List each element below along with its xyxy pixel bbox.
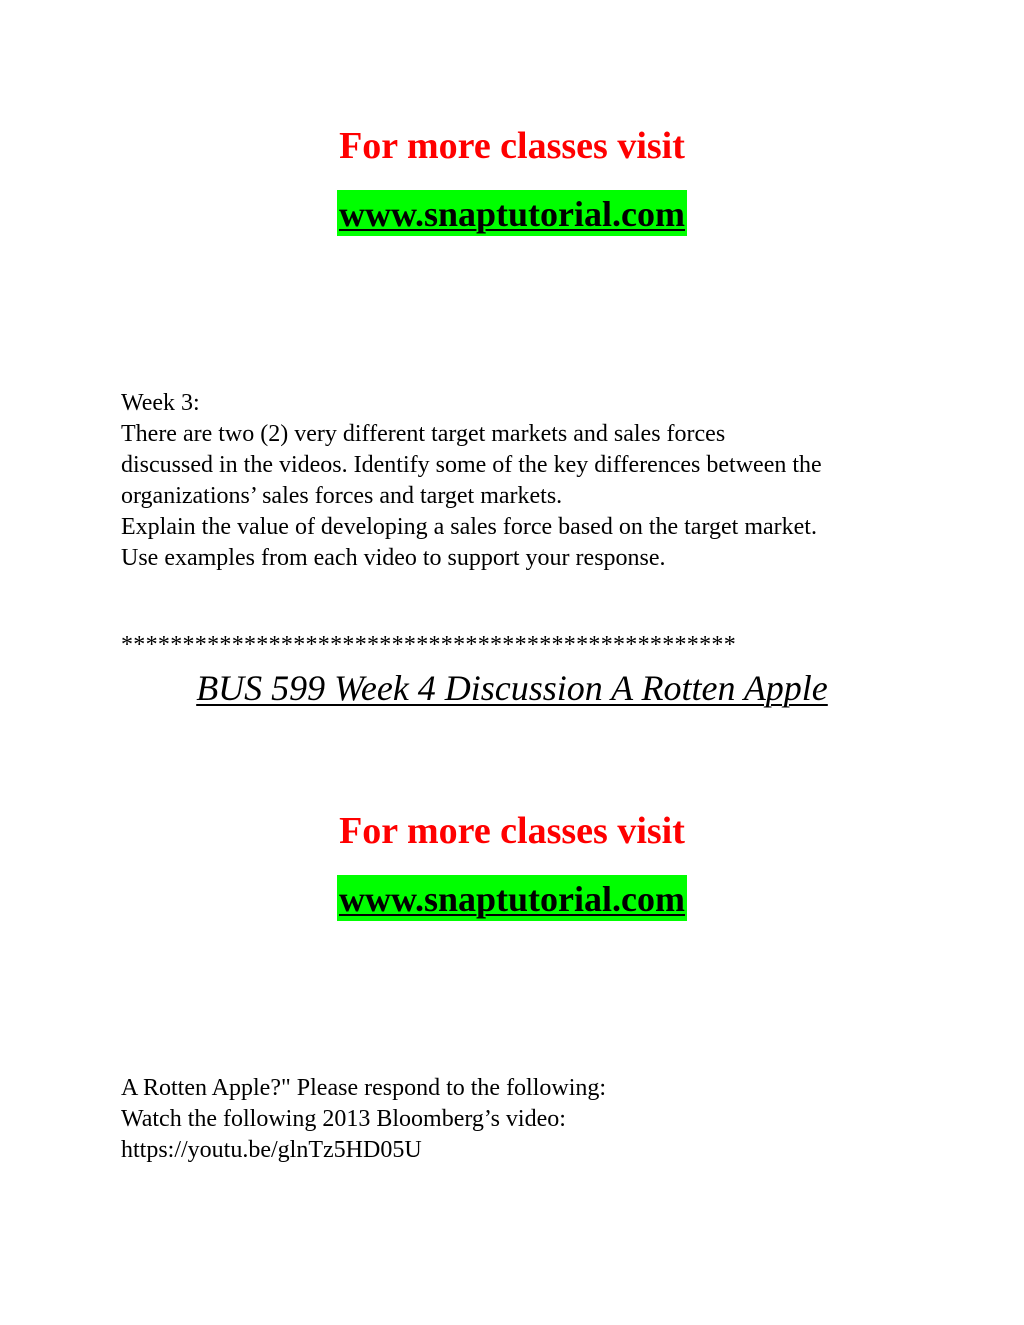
promo-link-wrap-bottom <box>0 875 1024 921</box>
section-title: BUS 599 Week 4 Discussion A Rotten Apple <box>196 668 828 708</box>
promo-link-bottom[interactable]: www.snaptutorial.com <box>337 875 687 921</box>
week3-label: Week 3: <box>121 390 200 416</box>
rotten-apple-line: A Rotten Apple?" Please respond to the following: <box>121 1075 607 1101</box>
week3-line: Explain the value of developing a sales force based on the target market. <box>121 514 817 540</box>
week3-line: organizations’ sales forces and target markets. <box>121 483 563 509</box>
week3-line: discussed in the videos. Identify some of the key differences between the <box>121 452 822 478</box>
promo-link-wrap-top <box>0 190 1024 236</box>
week3-line: Use examples from each video to support your response. <box>121 545 666 571</box>
promo-heading-top: For more classes visit <box>339 125 685 167</box>
promo-link-top[interactable]: www.snaptutorial.com <box>337 190 687 236</box>
week3-line: There are two (2) very different target markets and sales forces <box>121 421 726 447</box>
week3-block <box>121 388 921 574</box>
promo-heading-bottom: For more classes visit <box>339 810 685 852</box>
video-url[interactable]: https://youtu.be/glnTz5HD05U <box>121 1137 422 1163</box>
rotten-apple-line: Watch the following 2013 Bloomberg’s video: <box>121 1106 566 1132</box>
rotten-apple-block <box>121 1073 921 1166</box>
asterisk-separator: ************************************************** <box>121 632 736 658</box>
